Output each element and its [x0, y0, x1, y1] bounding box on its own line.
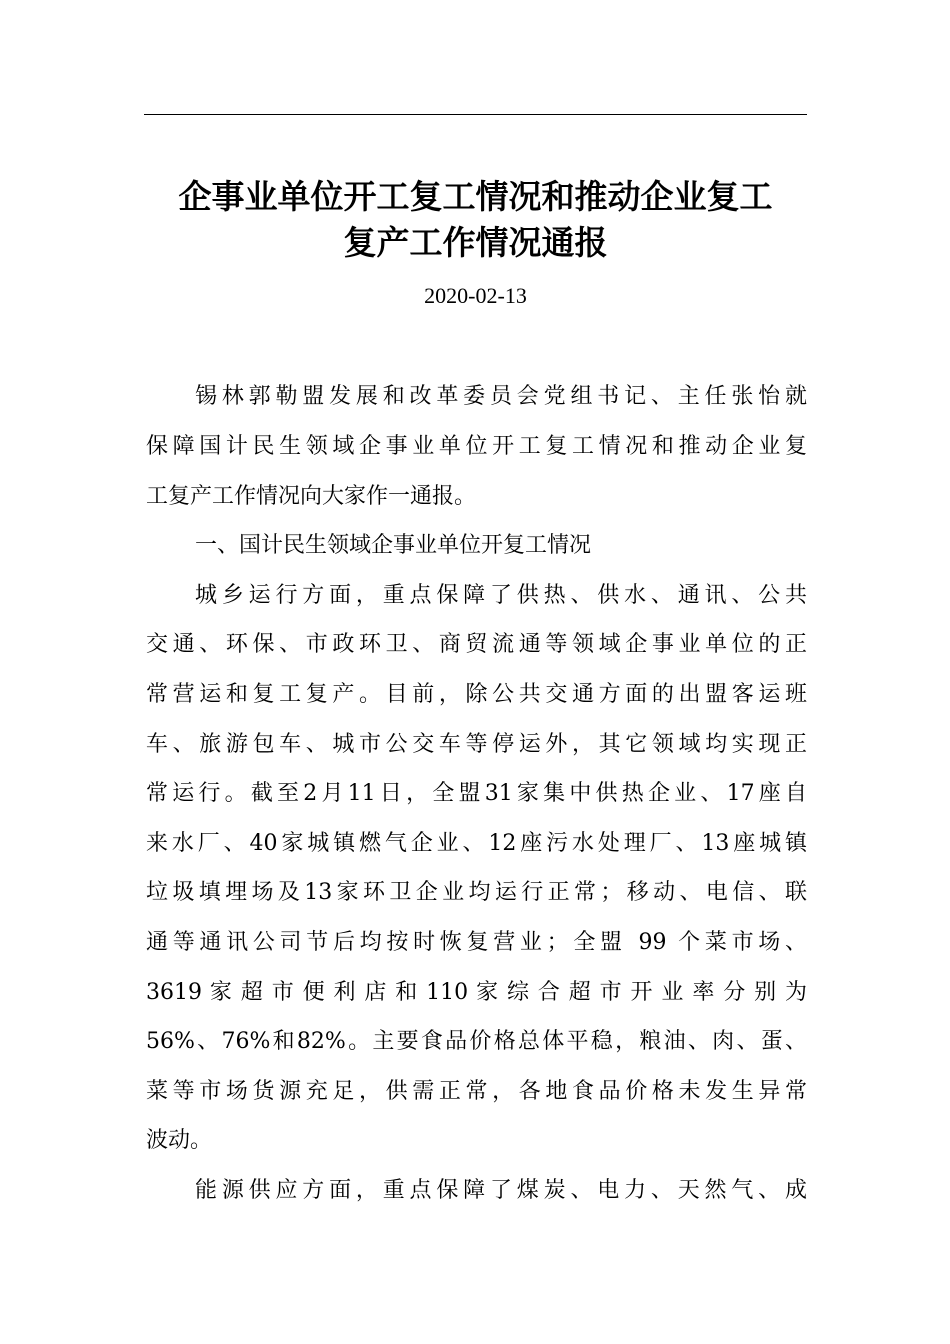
document-title-line-1: 企事业单位开工复工情况和推动企业复工 [178, 177, 773, 216]
document-date: 2020-02-13 [424, 283, 527, 308]
paragraph-line: 垃圾填埋场及13家环卫企业均运行正常；移动、电信、联 [146, 880, 807, 905]
paragraph-line: 交通、环保、市政环卫、商贸流通等领域企事业单位的正 [146, 632, 807, 657]
paragraph-line: 城乡运行方面，重点保障了供热、供水、通讯、公共 [195, 583, 807, 608]
paragraph-line: 波动。 [146, 1128, 213, 1153]
header-rule [144, 114, 807, 115]
paragraph-line: 工复产工作情况向大家作一通报。 [146, 484, 477, 509]
paragraph-line: 通等通讯公司节后均按时恢复营业；全盟 99 个菜市场、 [146, 930, 807, 955]
paragraph-line: 能源供应方面，重点保障了煤炭、电力、天然气、成 [195, 1178, 807, 1203]
paragraph-line: 56%、76%和82%。主要食品价格总体平稳，粮油、肉、蛋、 [146, 1029, 807, 1054]
paragraph-line: 3619 家 超 市 便 利 店 和 110 家 综 合 超 市 开 业 率 分 别 为 [146, 980, 807, 1005]
document-title-line-2: 复产工作情况通报 [343, 223, 608, 262]
paragraph-line: 常运行。截至2月11日，全盟31家集中供热企业、17座自 [146, 781, 807, 806]
paragraph-line: 锡林郭勒盟发展和改革委员会党组书记、主任张怡就 [195, 384, 807, 409]
paragraph-line: 车、旅游包车、城市公交车等停运外，其它领域均实现正 [146, 732, 807, 757]
paragraph-line: 常营运和复工复产。目前，除公共交通方面的出盟客运班 [146, 682, 807, 707]
section-heading: 一、国计民生领域企事业单位开复工情况 [195, 533, 592, 558]
paragraph-line: 保障国计民生领域企事业单位开工复工情况和推动企业复 [146, 434, 807, 459]
paragraph-line: 菜等市场货源充足，供需正常，各地食品价格未发生异常 [146, 1079, 807, 1104]
paragraph-line: 来水厂、40家城镇燃气企业、12座污水处理厂、13座城镇 [146, 831, 807, 856]
